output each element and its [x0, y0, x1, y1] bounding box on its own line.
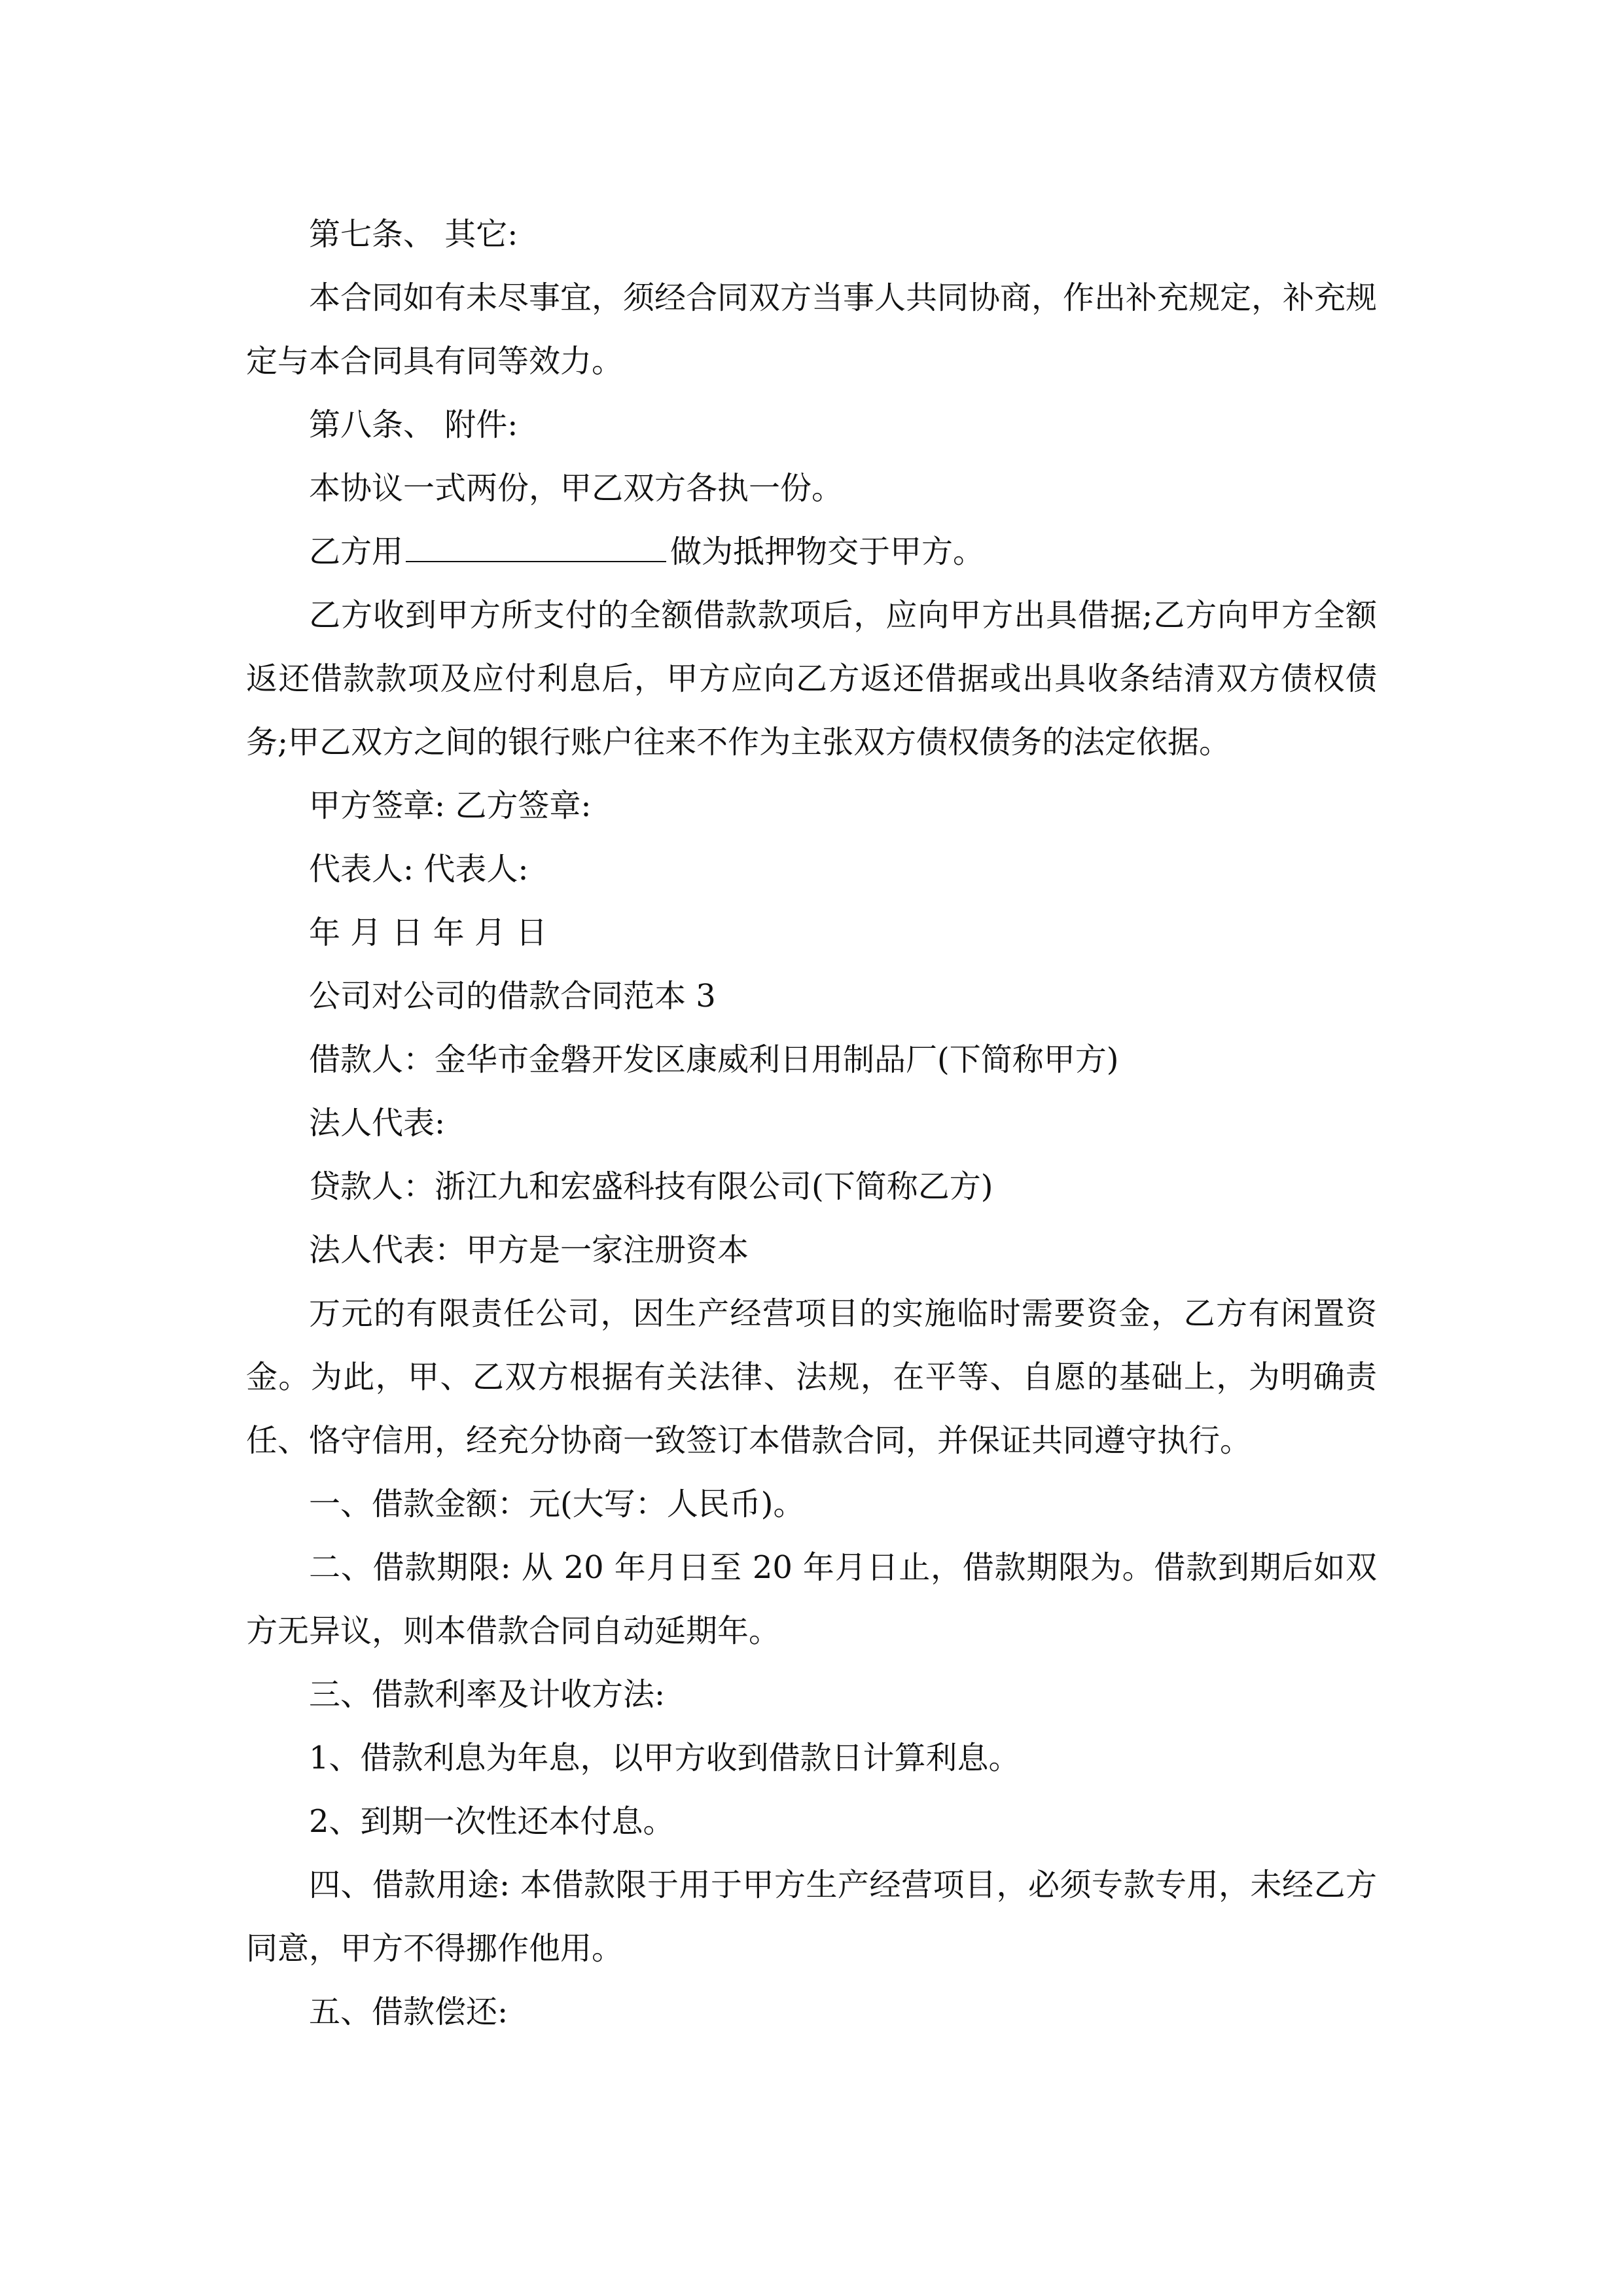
- document-body: [246, 203, 1377, 2044]
- lender-line: 贷款人：浙江九和宏盛科技有限公司(下简称乙方): [309, 1168, 993, 1205]
- collateral-blank-line: [406, 560, 666, 562]
- interest-item-2: 2、到期一次性还本付息。: [309, 1803, 675, 1840]
- loan-term-clause: 二、借款期限: 从 20 年月日至 20 年月日止，借款期限为。借款到期后如双方无异议，则本借款合同自动延期年。: [246, 1549, 1377, 1649]
- preamble-text: 万元的有限责任公司，因生产经营项目的实施临时需要资金，乙方有闲置资金。为此，甲、乙双方根据有关法律、法规，在平等、自愿的基础上，为明确责任、恪守信用，经充分协商一致签订本借款合同，并保证共同遵守执行。: [246, 1295, 1377, 1459]
- collateral-clause: [246, 520, 1377, 584]
- loan-purpose-clause: 四、借款用途: 本借款限于用于甲方生产经营项目，必须专款专用，未经乙方同意，甲方不得挪作他用。: [246, 1867, 1377, 1967]
- copies-clause: 本协议一式两份，甲乙双方各执一份。: [309, 470, 844, 507]
- article-7-text: 本合同如有未尽事宜，须经合同双方当事人共同协商，作出补充规定，补充规定与本合同具有同等效力。: [246, 279, 1378, 380]
- borrower-legal-rep: 法人代表:: [309, 1105, 446, 1141]
- representative-line: 代表人: 代表人:: [309, 851, 529, 888]
- loan-amount-clause: 一、借款金额：元(大写：人民币)。: [309, 1486, 805, 1522]
- lender-legal-rep: 法人代表：甲方是一家注册资本: [309, 1232, 749, 1268]
- receipt-clause: 乙方收到甲方所支付的全额借款款项后，应向甲方出具借据;乙方向甲方全额返还借款款项及应付利息后，甲方应向乙方返还借据或出具收条结清双方债权债务;甲乙双方之间的银行账户往来不作为主张双方债权债务的法定依据。: [246, 597, 1377, 761]
- repayment-heading: 五、借款偿还:: [309, 1994, 508, 2030]
- interest-item-1: 1、借款利息为年息，以甲方收到借款日计算利息。: [309, 1740, 1020, 1776]
- interest-heading: 三、借款利率及计收方法:: [309, 1676, 666, 1713]
- article-8-heading: 第八条、 附件:: [309, 406, 518, 443]
- date-line: 年 月 日 年 月 日: [309, 914, 548, 951]
- signature-line: 甲方签章: 乙方签章:: [309, 787, 592, 824]
- article-7-heading: 第七条、 其它:: [309, 216, 518, 253]
- contract-sample-title: 公司对公司的借款合同范本 3: [309, 978, 716, 1014]
- collateral-clause-before: 乙方用: [309, 533, 404, 570]
- collateral-clause-after: 做为抵押物交于甲方。: [670, 533, 985, 570]
- borrower-line: 借款人：金华市金磐开发区康威利日用制品厂(下简称甲方): [309, 1041, 1119, 1078]
